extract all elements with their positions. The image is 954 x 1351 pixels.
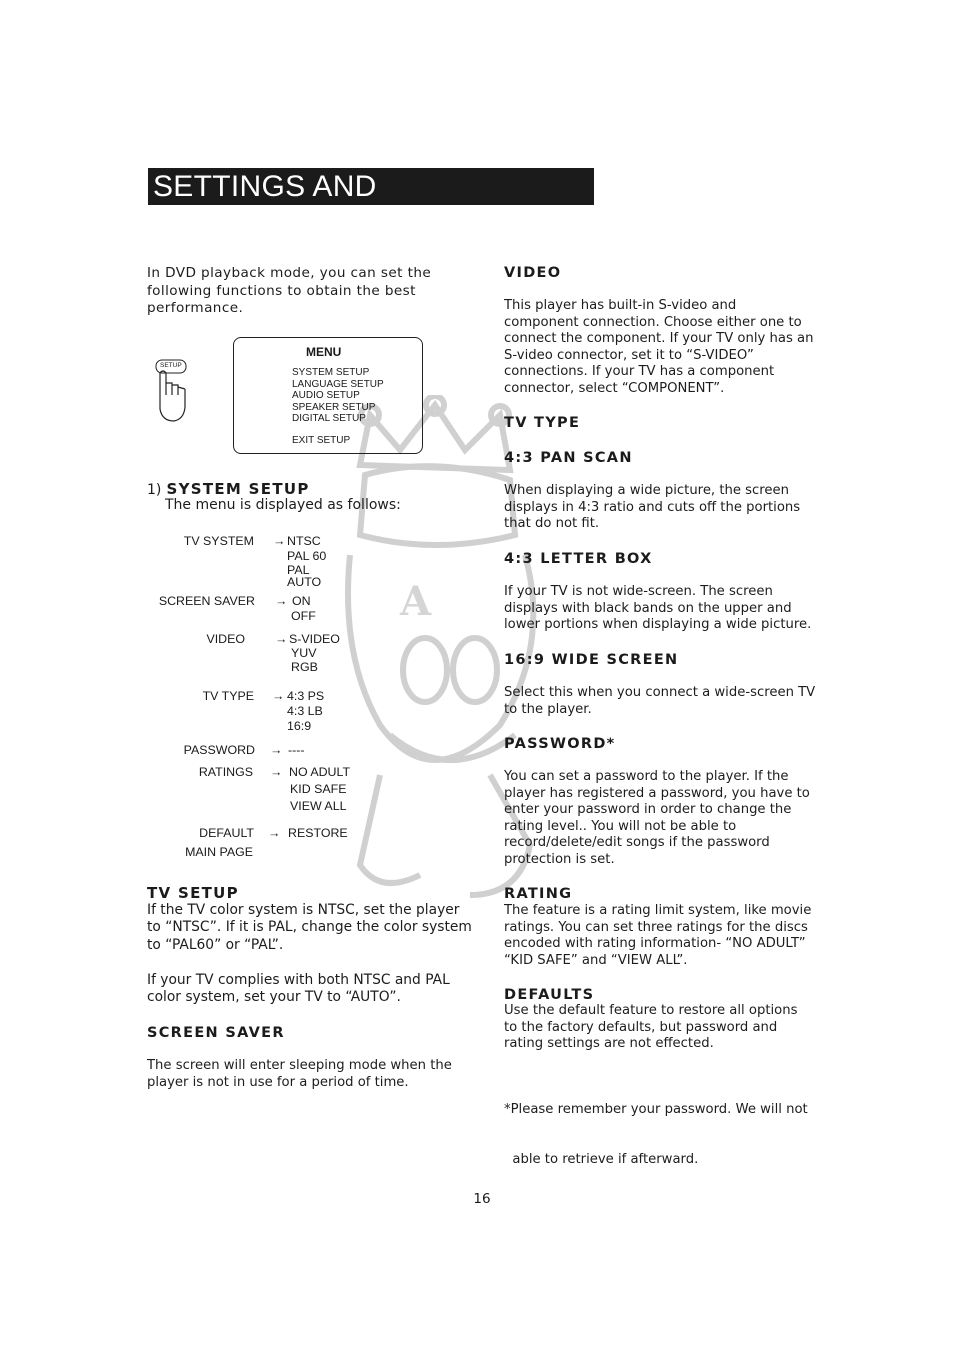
paragraph-line: If your TV complies with both NTSC and PAL bbox=[147, 972, 450, 988]
page-title: SETTINGS AND ADJUSTMENTS bbox=[148, 168, 594, 205]
paragraph-line: to the factory defaults, but password and bbox=[504, 1019, 778, 1035]
menu-arrow: → bbox=[270, 743, 283, 757]
paragraph-line: displays in 4:3 ratio and cuts off the portions bbox=[504, 499, 801, 515]
menu-option: AUTO bbox=[287, 575, 322, 589]
menu-item: LANGUAGE SETUP bbox=[292, 378, 384, 390]
svg-text:A: A bbox=[400, 578, 432, 625]
paragraph-line: You can set a password to the player. If the bbox=[504, 769, 789, 784]
note-line: able to retrieve if afterward. bbox=[504, 1151, 699, 1167]
menu-item: AUDIO SETUP bbox=[292, 390, 360, 401]
menu-label: TV SYSTEM bbox=[183, 534, 254, 548]
paragraph-line: If the TV color system is NTSC, set the player bbox=[147, 902, 460, 918]
paragraph-line: protection is set. bbox=[504, 851, 615, 867]
menu-option: 4:3 PS bbox=[287, 689, 325, 703]
menu-arrow: → bbox=[275, 632, 288, 646]
paragraph-line: When displaying a wide picture, the screen bbox=[504, 483, 789, 498]
menu-option: KID SAFE bbox=[290, 782, 347, 796]
menu-option: PAL 60 bbox=[287, 549, 327, 563]
menu-arrow: → bbox=[272, 689, 285, 703]
paragraph-line: The feature is a rating limit system, like movie bbox=[504, 903, 812, 918]
paragraph-line: Use the default feature to restore all options bbox=[504, 1003, 798, 1018]
menu-label: TV TYPE bbox=[202, 689, 254, 703]
paragraph-line: rating level.. You will not be able to bbox=[504, 818, 737, 834]
system-setup-subtitle: The menu is displayed as follows: bbox=[165, 497, 401, 513]
paragraph-line: lower portions when displaying a wide picture. bbox=[504, 617, 812, 633]
paragraph-line: color system, set your TV to “AUTO”. bbox=[147, 989, 401, 1006]
paragraph-line: connector, select “COMPONENT”. bbox=[504, 380, 725, 396]
menu-option: OFF bbox=[291, 609, 316, 623]
paragraph-line: Select this when you connect a wide-screen TV bbox=[504, 685, 816, 700]
menu-screen bbox=[233, 337, 423, 454]
menu-option: 4:3 LB bbox=[287, 704, 323, 718]
paragraph-line: rating settings are not effected. bbox=[504, 1036, 714, 1052]
menu-option: VIEW ALL bbox=[290, 799, 347, 813]
menu-arrow: → bbox=[273, 534, 286, 548]
system-setup-heading bbox=[147, 479, 310, 498]
menu-title: MENU bbox=[306, 345, 342, 359]
setup-button-label: SETUP bbox=[160, 362, 182, 369]
paragraph-line: This player has built-in S-video and bbox=[504, 298, 737, 313]
paragraph-line: S-video connector, set it to “S-VIDEO” bbox=[504, 347, 754, 363]
intro-line: In DVD playback mode, you can set the bbox=[147, 265, 432, 281]
wide-screen-heading: 16:9 WIDE SCREEN bbox=[504, 652, 679, 668]
tv-setup-heading: TV SETUP bbox=[147, 884, 239, 902]
paragraph-line: “KID SAFE” and “VIEW ALL”. bbox=[504, 952, 688, 968]
paragraph-line: record/delete/edit songs if the password bbox=[504, 835, 770, 851]
menu-label: PASSWORD bbox=[183, 743, 255, 757]
paragraph-line: connections. If your TV has a component bbox=[504, 364, 775, 380]
setup-button-illustration bbox=[154, 359, 190, 427]
paragraph-line: displays with black bands on the upper and bbox=[504, 600, 792, 616]
menu-option: RESTORE bbox=[288, 826, 348, 840]
paragraph-line: component connection. Choose either one to bbox=[504, 314, 802, 330]
paragraph-line: to the player. bbox=[504, 701, 592, 717]
note-line: *Please remember your password. We will not bbox=[504, 1102, 808, 1118]
section-number: 1) bbox=[147, 482, 162, 498]
menu-exit-item: EXIT SETUP bbox=[292, 435, 351, 446]
menu-item: SYSTEM SETUP bbox=[292, 367, 370, 378]
page-number: 16 bbox=[473, 1191, 491, 1207]
menu-option: ON bbox=[292, 594, 311, 608]
paragraph-line: that do not fit. bbox=[504, 516, 600, 532]
menu-item: SPEAKER SETUP bbox=[292, 401, 376, 413]
menu-option: ---- bbox=[288, 743, 305, 757]
section-heading: SYSTEM SETUP bbox=[166, 480, 310, 498]
menu-arrow: → bbox=[268, 826, 281, 840]
paragraph-line: ratings. You can set three ratings for the discs bbox=[504, 919, 808, 935]
menu-label: VIDEO bbox=[206, 632, 245, 646]
defaults-heading: DEFAULTS bbox=[504, 987, 595, 1003]
paragraph-line: player is not in use for a period of time. bbox=[147, 1074, 409, 1090]
rating-heading: RATING bbox=[504, 886, 573, 902]
intro-line: following functions to obtain the best bbox=[147, 282, 416, 299]
video-heading: VIDEO bbox=[504, 265, 562, 281]
menu-option: RGB bbox=[291, 660, 318, 674]
pan-scan-heading: 4:3 PAN SCAN bbox=[504, 450, 633, 466]
menu-option: 16:9 bbox=[287, 719, 312, 733]
paragraph-line: connect the component. If your TV only has an bbox=[504, 331, 814, 347]
paragraph-line: enter your password in order to change the bbox=[504, 802, 792, 818]
paragraph-line: to “NTSC”. If it is PAL, change the color system bbox=[147, 919, 472, 936]
menu-label: SCREEN SAVER bbox=[158, 594, 255, 608]
paragraph-line: to “PAL60” or “PAL”. bbox=[147, 936, 284, 953]
menu-item: DIGITAL SETUP bbox=[292, 413, 366, 424]
menu-label: RATINGS bbox=[198, 765, 253, 779]
paragraph-line: encoded with rating information- “NO ADULT” bbox=[504, 936, 806, 952]
intro-line: performance. bbox=[147, 300, 244, 316]
menu-label: DEFAULT bbox=[199, 826, 254, 840]
menu-option: NTSC bbox=[287, 534, 321, 548]
menu-option: NO ADULT bbox=[289, 765, 351, 779]
screen-saver-heading: SCREEN SAVER bbox=[147, 1025, 285, 1041]
menu-label: MAIN PAGE bbox=[185, 845, 253, 859]
menu-option: PAL bbox=[287, 563, 310, 577]
paragraph-line: The screen will enter sleeping mode when the bbox=[147, 1058, 452, 1073]
menu-option: YUV bbox=[291, 646, 317, 660]
menu-arrow: → bbox=[270, 765, 283, 779]
menu-arrow: → bbox=[275, 594, 288, 608]
menu-option: S-VIDEO bbox=[289, 632, 340, 646]
password-heading: PASSWORD* bbox=[504, 736, 616, 752]
paragraph-line: player has registered a password, you have to bbox=[504, 785, 810, 801]
paragraph-line: If your TV is not wide-screen. The screen bbox=[504, 584, 773, 599]
letter-box-heading: 4:3 LETTER BOX bbox=[504, 551, 653, 567]
tv-type-heading: TV TYPE bbox=[504, 415, 581, 431]
